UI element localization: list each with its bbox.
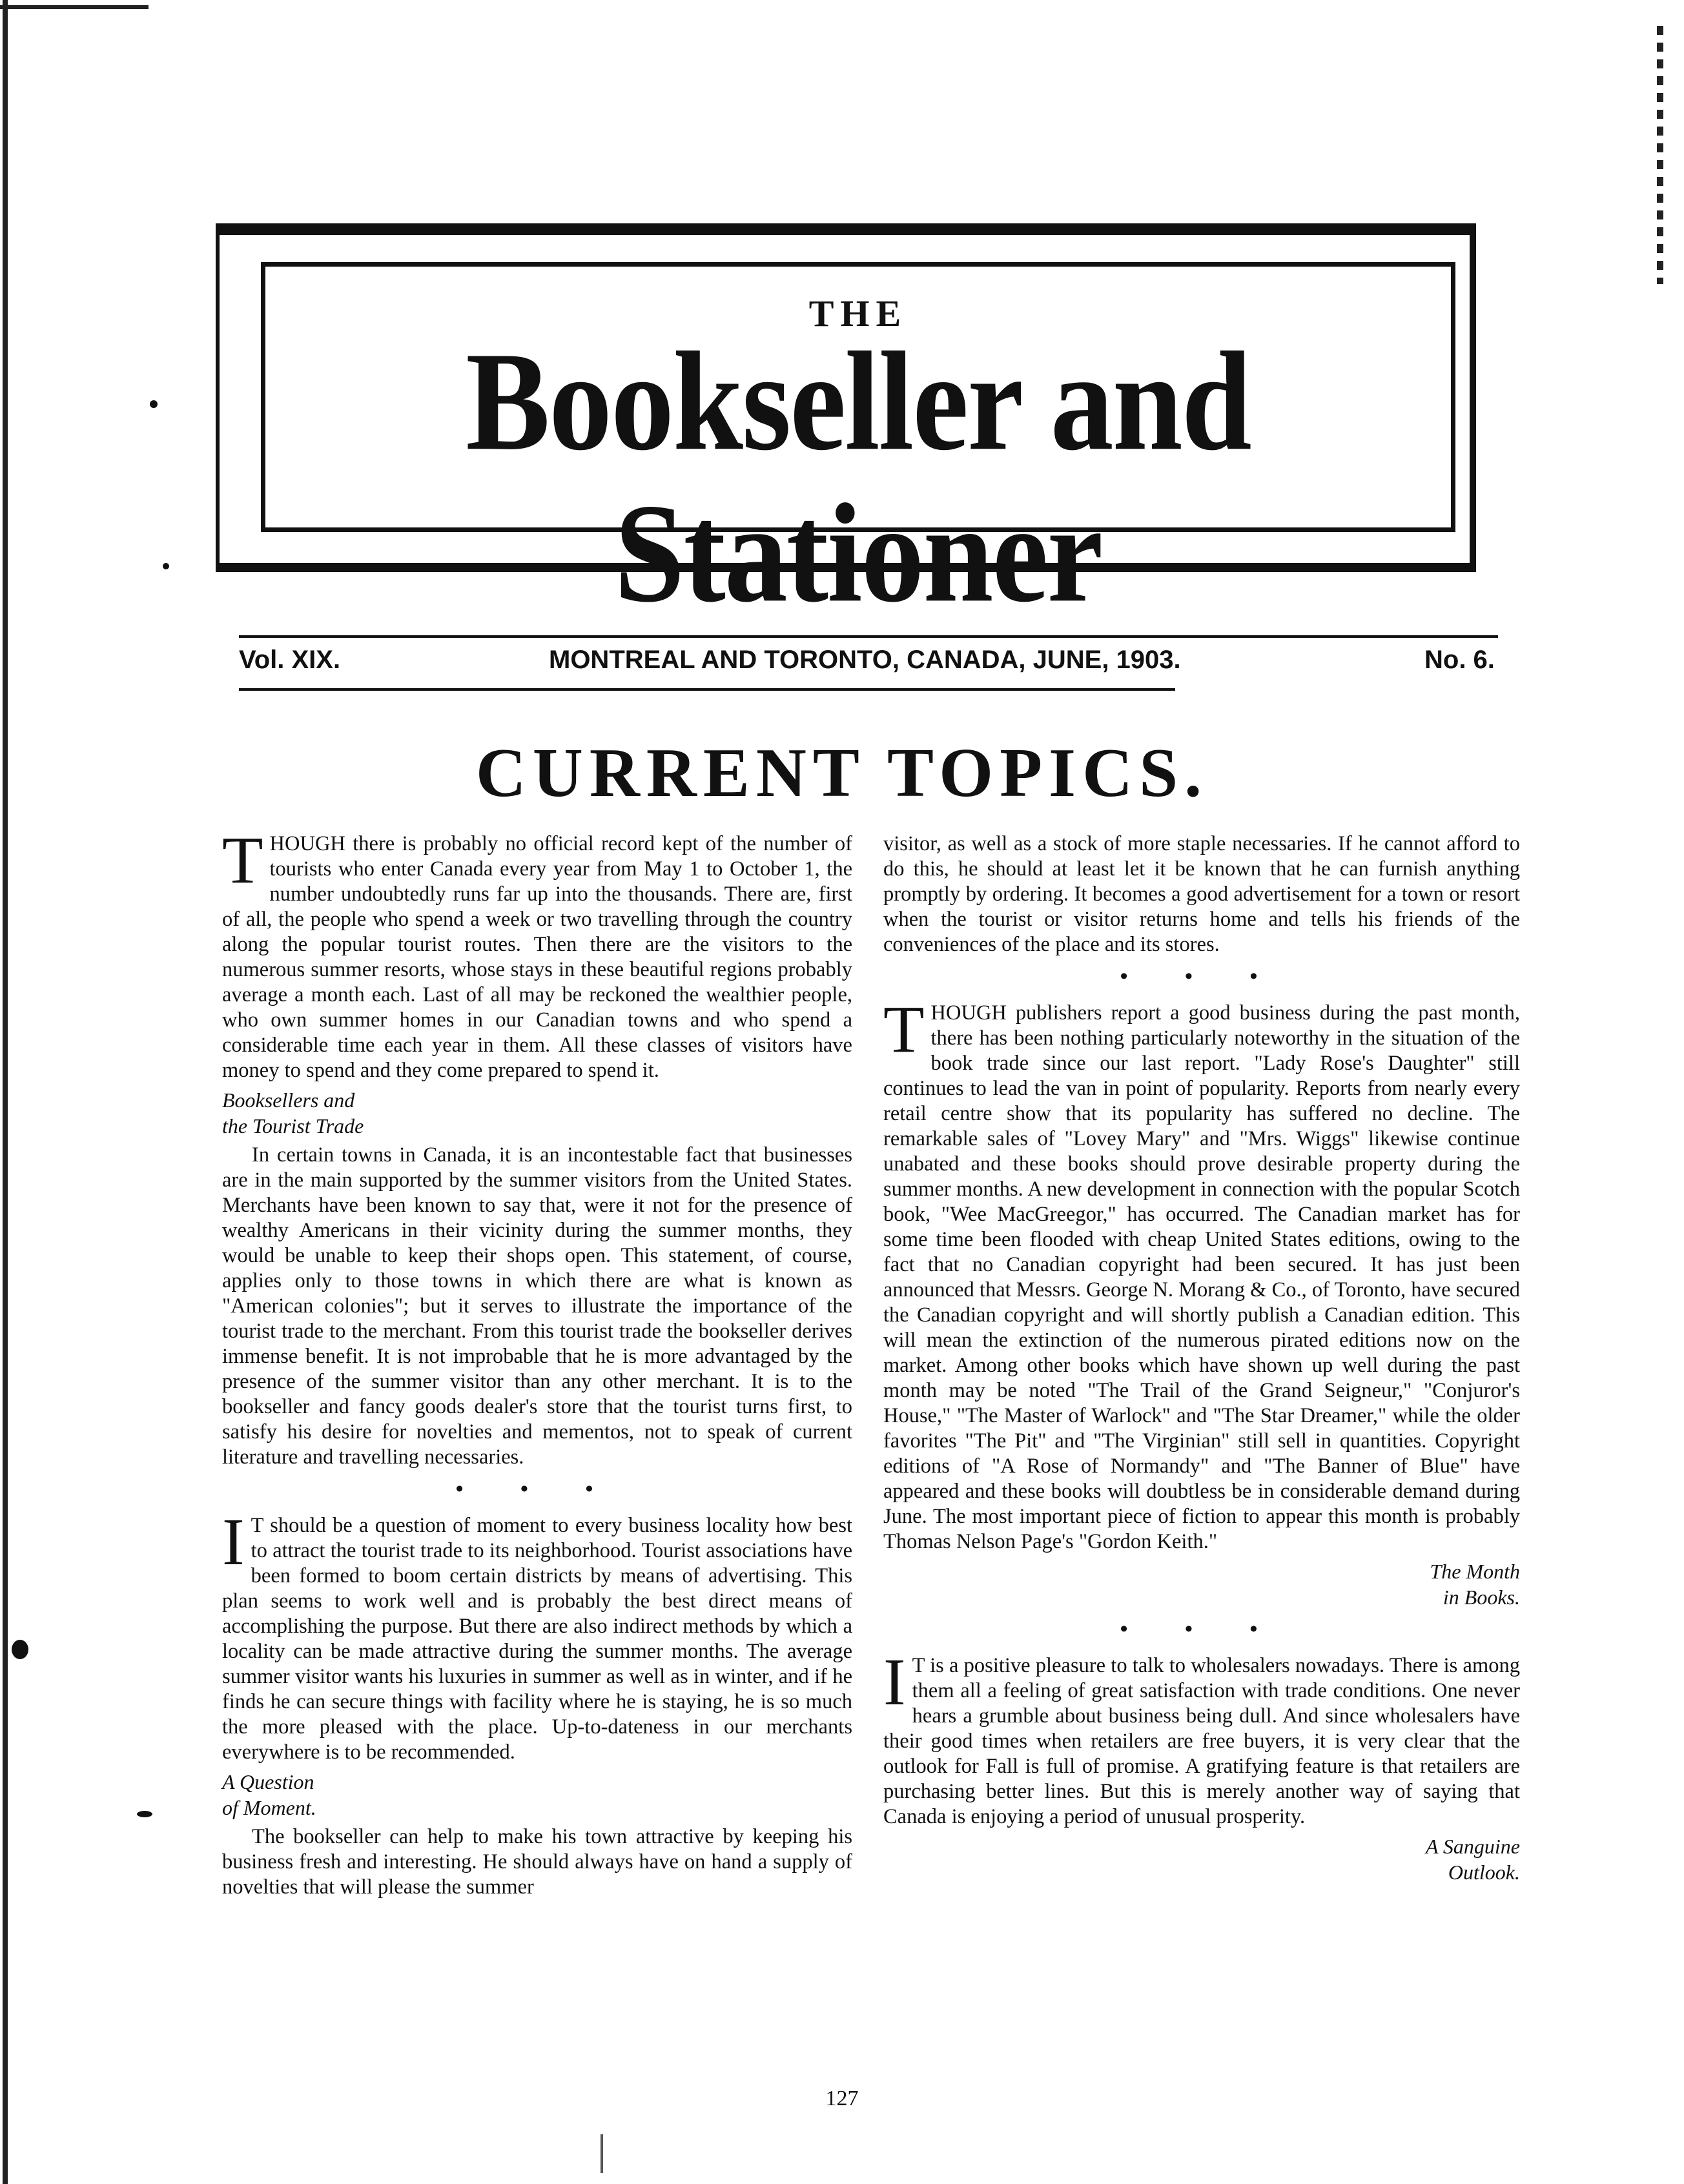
place-date: MONTREAL AND TORONTO, CANADA, JUNE, 1903. [549,646,1181,674]
article-outlook [883,1645,1520,1830]
scan-mark [601,2134,603,2173]
page-number: 127 [825,2087,859,2110]
top-rule [239,635,1498,638]
article-outlook-text: T is a positive pleasure to talk to wholesalers nowadays. There is among them all a feeling of great satisfaction with trade conditions. One never hears a grumble about business being dull. And since wholesalers have their good times when retailers are free buyers, it is very clear that the outlook for Fall is full of promise. A gratifying feature is that retailers are purchasing better lines. But this is merely another way of saying that Canada is enjoying a period of unusual prosperity. [883,1654,1520,1828]
article-question-text: T should be a question of moment to every business locality how best to attract the tourist trade to its neighborhood. Tourist associations have been formed to boom certain districts by means of advertising. This plan seems to work well and is probably the best direct means of accomplishing the purpose. But there are also indirect methods by which a locality can be made attractive during the summer months. The average summer visitor wants his luxuries in summer as well as in winter, and if he finds he can secure things with facility where he is staying, he is so much the more pleased with the place. Up-to-dateness in our merchants everywhere is to be recommended. [222,1514,852,1764]
article-tourists-text: HOUGH there is probably no official record kept of the number of tourists who enter Canada every year from May 1 to October 1, the number undoubtedly runs far up into the thousands. There are, first of all, the people who spend a week or two travelling through the country along the popular tourist routes. Then there are the visitors to the numerous summer resorts, whose stays in these beautiful regions probably average a month each. Last of all may be reckoned the wealthier people, who own summer homes in our Canadian towns and who spend a considerable time each year in them. All these classes of visitors have money to spend and they come prepared to spend it. [222,832,852,1082]
left-column [222,823,852,1900]
bottom-rule [239,688,1175,691]
drop-cap: T [883,992,925,1066]
scan-speck [137,1811,152,1817]
article-books [883,992,1520,1555]
page-heading: CURRENT TOPICS. [475,735,1209,811]
margin-note-booksellers: Booksellers and the Tourist Trade [222,1088,364,1138]
right-column [883,832,1520,1885]
article-question [222,1505,852,1765]
section-separator: • • • [455,1477,619,1501]
article-books-text: HOUGH publishers report a good business during the past month, there has been nothing particularly noteworthy in the situation of the book trade since our last report. "Lady Rose's Daughter" still continues to lead the van in point of popularity. Reports from nearly every retail centre show that its popularity has suffered no decline. The remarkable sales of "Lovey Mary" and "Mrs. Wiggs" likewise continue unabated and these books should prove desirable property during the summer months. A new development in connection with the popular Scotch book, "Wee MacGreegor," has occurred. The Canadian market has for some time been flooded with cheap United States editions, owing to the fact that no Canadian copyright had been secured. It has just been announced that Messrs. George N. Morang & Co., of Toronto, have secured the Canadian copyright and will shortly publish a Canadian edition. This will mean the extinction of the numerous pirated editions now on the market. Among other books which have shown up well during the past month may be noted "The Trail of the Grand Seigneur," "Conjuror's House," "The Master of Warlock" and "The Star Dreamer," while the older favorites "The Pit" and "The Virginian" still sell in quantities. Copyright editions of "A Rose of Normandy" and "The Banner of Blue" have appeared and these books will doubtless be in considerable demand during June. The most important piece of fiction to appear this month is probably Thomas Nelson Page's "Gordon Keith." [883,1001,1520,1553]
scan-speck [163,563,169,569]
issue-line [239,646,1498,684]
article-question-para2: The bookseller can help to make his town attractive by keeping his business fresh and interesting. He should always have on hand a supply of novelties that will please the summer [222,1825,852,1899]
masthead-the: THE [808,292,908,334]
margin-note-question: A Question of Moment. [222,1770,316,1819]
article-tourists-para2: In certain towns in Canada, it is an incontestable fact that businesses are in the main supported by the summer visitors from the United States. Merchants have been known to say that, were it not for the presence of wealthy Americans in their vicinity during the summer months, they would be unable to keep their shops open. This statement, of course, applies only to those towns in which there are what is known as "American colonies"; but it serves to illustrate the importance of the tourist trade to the merchant. From this tourist trade the bookseller derives immense benefit. It is not improbable that he is more advantaged by the presence of the summer visitor than any other merchant. It is to the bookseller and fancy goods dealer's store that the tourist turns first, to satisfy his desire for novelties and mementos, not to speak of current literature and travelling necessaries. [222,1143,852,1469]
scan-speck [12,1640,28,1659]
issue-number: No. 6. [1424,646,1495,674]
margin-note-month: The Month in Books. [1430,1560,1520,1609]
drop-cap: T [222,823,263,897]
margin-note-sanguine: A Sanguine Outlook. [1425,1835,1520,1884]
volume: Vol. XIX. [239,646,341,674]
scan-edge-top [0,5,149,9]
scan-edge-right [1657,26,1663,284]
section-separator: • • • [1120,964,1284,988]
section-separator: • • • [1120,1617,1284,1641]
drop-cap: I [222,1505,245,1579]
article-tourists [222,823,852,1083]
masthead-title: Bookseller and Stationer [466,323,1251,632]
scan-speck [150,400,158,408]
continued-text: visitor, as well as a stock of more staple necessaries. If he cannot afford to do this, he should at least let it be known that he can furnish anything promptly by ordering. It becomes a good advertisement for a town or resort when the tourist or visitor returns home and tells his friends of the conveniences of the place and its stores. [883,832,1520,956]
drop-cap: I [883,1645,906,1719]
scan-edge-left [3,0,8,2184]
